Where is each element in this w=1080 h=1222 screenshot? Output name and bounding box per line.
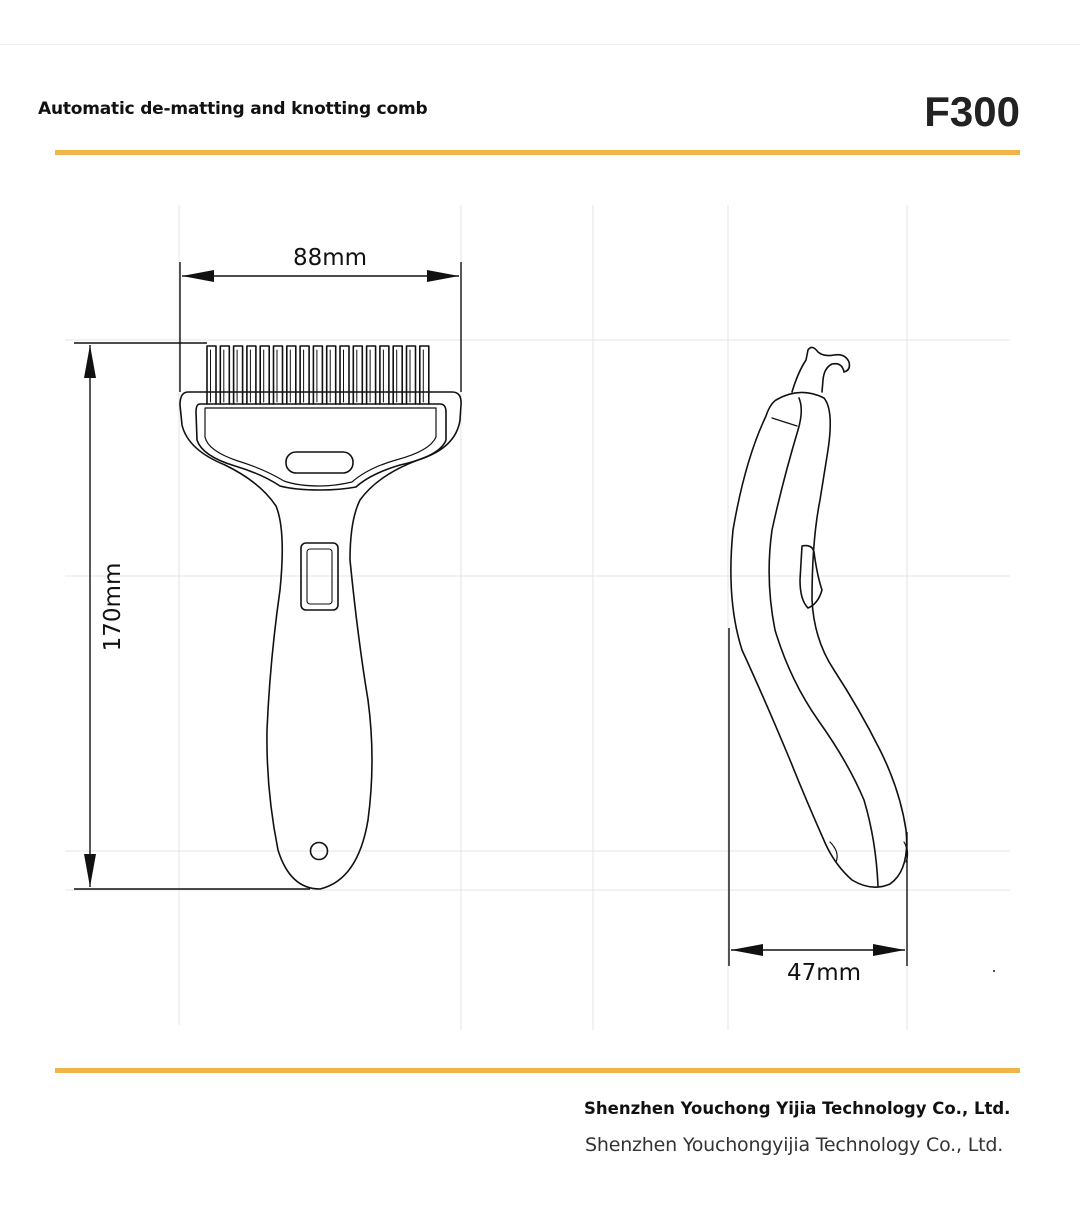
height-dimension-label: 170mm: [100, 562, 126, 652]
comb-tooth: [393, 346, 402, 404]
product-subtitle: Automatic de-matting and knotting comb: [38, 99, 428, 119]
comb-tooth: [207, 346, 216, 404]
comb-tooth: [287, 346, 296, 404]
side-button: [800, 546, 822, 608]
side-inner-contour: [769, 398, 878, 886]
comb-tooth: [313, 346, 322, 404]
footer-accent-bar: [55, 1068, 1020, 1073]
model-number: F300: [924, 88, 1020, 135]
width-dimension: [180, 262, 461, 392]
company-name-bold: Shenzhen Youchong Yijia Technology Co., Ltd.: [584, 1099, 1011, 1118]
comb-tooth: [247, 346, 256, 404]
comb-teeth: [207, 346, 429, 404]
comb-tooth: [420, 346, 429, 404]
comb-tooth: [353, 346, 362, 404]
comb-tooth: [260, 346, 269, 404]
width-dimension-label: 88mm: [292, 245, 368, 271]
comb-tooth: [234, 346, 243, 404]
construction-grid: [65, 205, 1010, 1030]
comb-tooth: [300, 346, 309, 404]
comb-body-outline: [180, 392, 461, 889]
comb-tooth: [367, 346, 376, 404]
depth-dimension-label: 47mm: [786, 960, 862, 986]
comb-tooth: [274, 346, 283, 404]
side-hook: [792, 347, 849, 392]
side-body-outline: [731, 392, 907, 887]
comb-tooth: [340, 346, 349, 404]
comb-head-inner: [196, 404, 446, 490]
front-view: [180, 346, 461, 889]
comb-tooth: [220, 346, 229, 404]
company-name-regular: Shenzhen Youchongyijia Technology Co., Ltd.: [585, 1134, 1004, 1156]
side-view: [731, 347, 908, 887]
release-slot: [286, 452, 353, 473]
comb-tooth: [407, 346, 416, 404]
comb-tooth: [327, 346, 336, 404]
stray-dot: [993, 970, 995, 972]
comb-tooth: [380, 346, 389, 404]
